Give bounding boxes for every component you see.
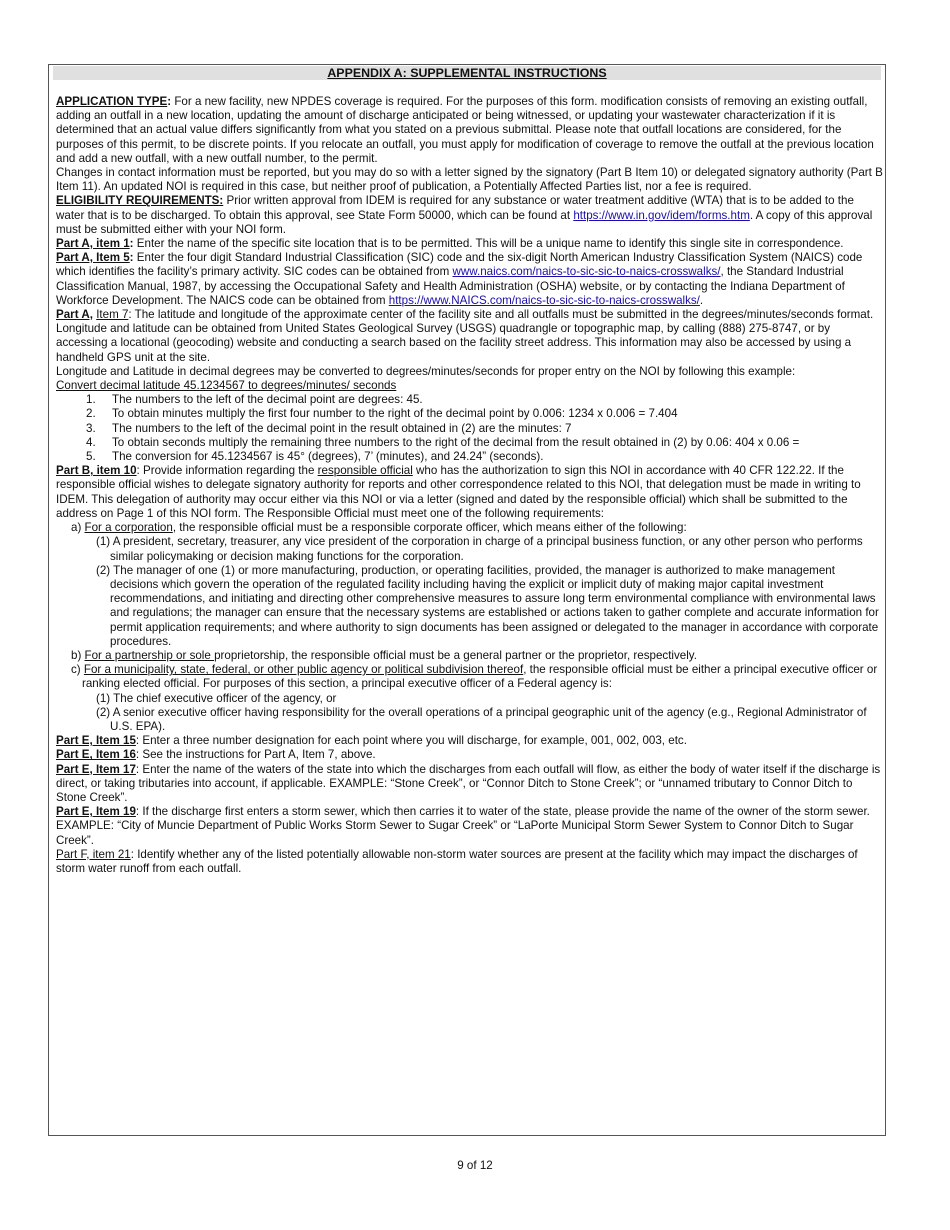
conversion-intro: Longitude and Latitude in decimal degrees may be converted to degrees/minutes/seconds for proper entry on the NOI by following this example: — [56, 364, 796, 378]
list-item: 5. The conversion for 45.1234567 is 45° (degrees), 7’ (minutes), and 24.24” (seconds). — [86, 450, 544, 464]
part-e-item-19: Part E, Item 19: If the discharge first enters a storm sewer, which then carries it to water of the state, please provide the name of the owner of the storm sewer. EXAMPLE: “City of Muncie Department of Public Works Storm Sewer to Sugar Creek” or “LaPorte Municipal Storm Sewer System to Connor Ditch to Sugar Creek”. — [56, 805, 870, 847]
part-f-item-21: Part F, item 21: Identify whether any of the listed potentially allowable non-storm water sources are present at the facility which may impact the discharges of storm water runoff from each outfall. — [56, 847, 858, 875]
part-e-item-15: Part E, Item 15: Enter a three number designation for each point where you will discharge, for example, 001, 002, 003, etc. — [56, 734, 687, 748]
requirement-corporation-1: (1) A president, secretary, treasurer, any vice president of the corporation in charge of a principal business function, or any other person who performs similar policymaking or decision making functions for the corporation. — [96, 535, 863, 563]
list-item: 1. The numbers to the left of the decimal point are degrees: 45. — [86, 393, 423, 407]
requirement-corporation-2: (2) The manager of one (1) or more manufacturing, production, or operating facilities, provided, the manager is authorized to make management decisions which govern the operation of the regulated facility including having the explicit or implicit duty of making major capital investment recommendations, and initiating and directing other comprehensive measures to assure long term environmental compliance with environmental laws and regulations; the manager can ensure that the necessary systems are established or actions taken to gather complete and accurate information for permit application requirements; and where authority to sign documents has been assigned or delegated to the manager in accordance with corporate procedures. — [96, 563, 879, 648]
requirement-municipality-2: (2) A senior executive officer having responsibility for the overall operations of a principal geographic unit of the agency (e.g., Regional Administrator of U.S. EPA). — [96, 705, 867, 733]
conversion-heading: Convert decimal latitude 45.1234567 to degrees/minutes/ seconds — [56, 379, 397, 393]
part-a-item-7: Part A, Item 7: The latitude and longitude of the approximate center of the facility site and all outfalls must be submitted in the degrees/minutes/seconds format. Longitude and latitude can be obtained from United States Geological Survey (USGS) quadrangle or topographic map, by calling (888) 275-8747, or by accessing a locational (geocoding) website and conducting a search based on the facility street address. This information may also be accessed by using a handheld GPS unit at the site. — [56, 308, 874, 364]
list-item: 4. To obtain seconds multiply the remaining three numbers to the right of the decimal from the result obtained in (2) by 0.06: 404 x 0.06 = — [86, 435, 800, 449]
application-type-contact: Changes in contact information must be reported, but you may do so with a letter signed by the signatory (Part B Item 10) or delegated signatory authority (Part B Item 11). An updated NOI is required in this case, but neither proof of publication, a Potentially Affected Parties list, nor a fee is required. — [56, 166, 883, 194]
part-b-item-10: Part B, item 10: Provide information regarding the responsible official who has the authorization to sign this NOI in accordance with 40 CFR 122.22. If the responsible official wishes to delegate signatory authority for reports and other correspondence related to this NOI, that delegation must be made in writing to IDEM. This delegation of authority may occur either via this NOI or via a letter (signed and dated by the responsible official) which shall be submitted to the address on Page 1 of this NOI form. The Responsible Official must meet one of the following requirements: — [56, 464, 861, 520]
conversion-steps — [56, 393, 884, 464]
instructions-body — [56, 95, 884, 876]
application-type-section: APPLICATION TYPE: For a new facility, new NPDES coverage is required. For the purposes of this form. modification consists of removing an existing outfall, adding an outfall in a new location, updating the amount of discharge anticipated or being witnessed, or updating your wastewater characterization if it is determined that an actual value differs significantly from what you stated on a previous submittal. Please note that outfall locations are considered, for the purposes of this permit, to be discrete points. If you relocate an outfall, you must apply for modification of coverage to remove the outfall at the previous location and add a new outfall, with a new outfall number, to the permit. — [56, 95, 874, 165]
naics-crosswalk-link[interactable]: www.naics.com/naics-to-sic-sic-to-naics-crosswalks/ — [452, 265, 721, 279]
part-e-item-17: Part E, Item 17: Enter the name of the waters of the state into which the discharges from each outfall will flow, as either the body of water itself if the discharge is direct, or taking tributaries into account, if applicable. EXAMPLE: “Stone Creek”, or “Connor Ditch to Stone Creek”; or “unnamed tributary to Connor Ditch to Stone Creek”. — [56, 762, 881, 804]
list-item: 2. To obtain minutes multiply the first four number to the right of the decimal point by 0.006: 1234 x 0.006 = 7.404 — [86, 407, 678, 421]
list-item: 3. The numbers to the left of the decimal point in the result obtained in (2) are the minutes: 7 — [86, 421, 572, 435]
part-a-item-5: Part A, Item 5: Enter the four digit Standard Industrial Classification (SIC) code and the six-digit North American Industry Classification System (NAICS) code which identifies the facility’s primary activity. SIC codes can be obtained from www.naics.com/naics-to-sic-sic-to-naics-crosswalks/, the Standard Industrial Classification Manual, 1987, by accessing the Occupational Safety and Health Administration (OSHA) website, or by contacting the Indiana Department of Workforce Development. The NAICS code can be obtained from https://www.NAICS.com/naics-to-sic-sic-to-naics-crosswalks/. — [56, 251, 863, 307]
requirement-partnership: b) For a partnership or sole proprietorship, the responsible official must be a general partner or the proprietor, respectively. — [71, 648, 697, 662]
requirement-corporation: a) For a corporation, the responsible official must be a responsible corporate officer, which means either of the following: — [71, 521, 687, 535]
idem-forms-link[interactable]: https://www.in.gov/idem/forms.htm — [573, 208, 750, 222]
requirement-municipality-1: (1) The chief executive officer of the agency, or — [96, 691, 337, 705]
naics-com-link[interactable]: https://www.NAICS.com/naics-to-sic-sic-to-naics-crosswalks/ — [388, 293, 700, 307]
requirement-municipality: c) For a municipality, state, federal, or other public agency or political subdivision thereof, the responsible official must be either a principal executive officer or ranking elected official. For purposes of this section, a principal executive officer of a Federal agency is: — [71, 663, 878, 691]
page-number: 9 of 12 — [457, 1159, 493, 1172]
appendix-title: APPENDIX A: SUPPLEMENTAL INSTRUCTIONS — [53, 66, 881, 80]
eligibility-section: ELIGIBILITY REQUIREMENTS: Prior written approval from IDEM is required for any substance or water treatment additive (WTA) that is to be added to the water that is to be discharged. To obtain this approval, see State Form 50000, which can be found at https://www.in.gov/idem/forms.htm. A copy of this approval must be submitted either with your NOI form. — [56, 194, 873, 236]
part-e-item-16: Part E, Item 16: See the instructions for Part A, Item 7, above. — [56, 748, 376, 762]
part-a-item-1: Part A, item 1: Enter the name of the specific site location that is to be permitted. This will be a unique name to identify this single site in correspondence. — [56, 237, 844, 251]
